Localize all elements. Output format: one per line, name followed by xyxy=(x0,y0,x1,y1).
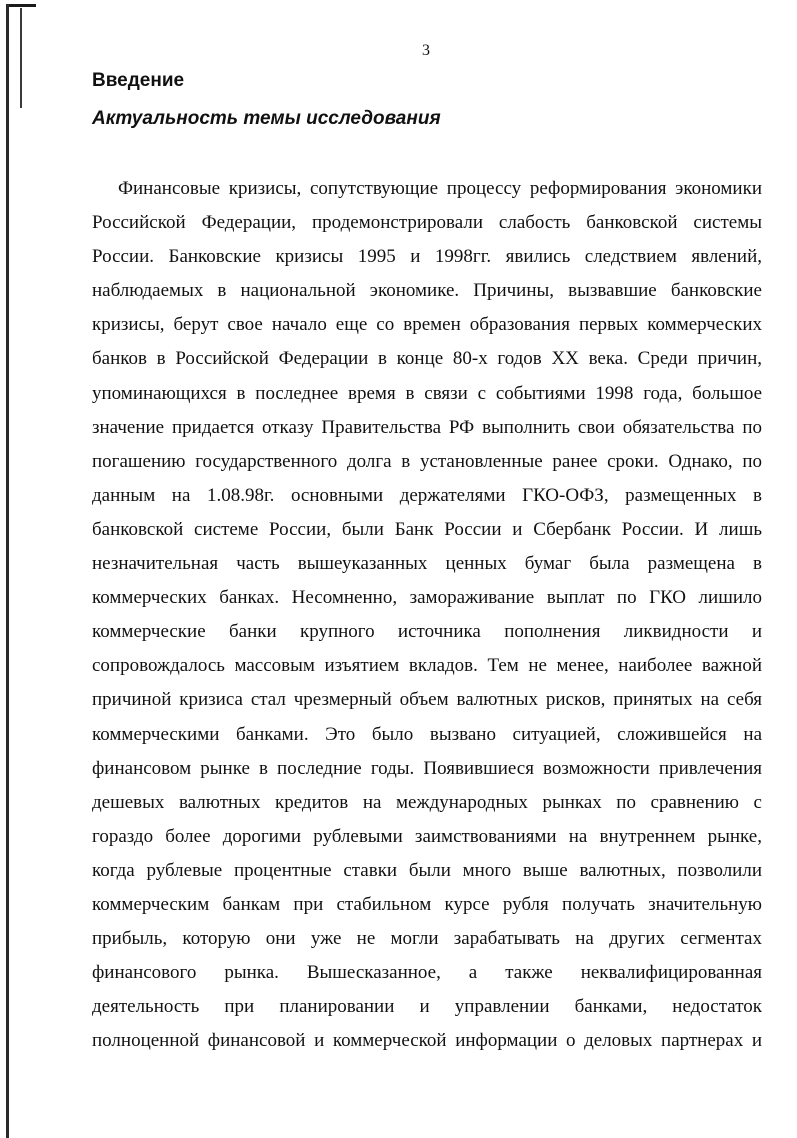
paragraph-line: коммерческим банкам при стабильном курсе рубля получать значительную xyxy=(92,893,762,915)
paragraph-line: банков в Российской Федерации в конце 80-х годов XX века. Среди причин, xyxy=(92,348,762,370)
paragraph-line: незначительная часть вышеуказанных ценных бумаг была размещена в xyxy=(92,553,762,575)
paragraph-line: кризисы, берут свое начало еще со времен образования первых коммерческих xyxy=(92,314,762,336)
paragraph-line: коммерческие банки крупного источника пополнения ликвидности и xyxy=(92,621,762,643)
paragraph-line: дешевых валютных кредитов на международных рынках по сравнению с xyxy=(92,791,762,813)
paragraph-line: коммерческих банках. Несомненно, замораживание выплат по ГКО лишило xyxy=(92,587,762,609)
paragraph-line: упоминающихся в последнее время в связи с событиями 1998 года, большое xyxy=(92,382,762,404)
scan-edge-top xyxy=(6,4,36,7)
scan-edge-left xyxy=(6,4,9,1138)
paragraph-line: гораздо более дорогими рублевыми заимствованиями на внутреннем рынке, xyxy=(92,825,762,847)
paragraph-line: банковской системе России, были Банк России и Сбербанк России. И лишь xyxy=(92,518,762,540)
paragraph-line: данным на 1.08.98г. основными держателями ГКО-ОФЗ, размещенных в xyxy=(92,484,762,506)
paragraph-line: погашению государственного долга в установленные ранее сроки. Однако, по xyxy=(92,450,762,472)
paragraph-line: прибыль, которую они уже не могли зарабатывать на других сегментах xyxy=(92,928,762,950)
paragraph-line: причиной кризиса стал чрезмерный объем валютных рисков, принятых на себя xyxy=(92,689,762,711)
paragraph-line: Финансовые кризисы, сопутствующие процессу реформирования экономики xyxy=(118,178,762,199)
paragraph-line: коммерческими банками. Это было вызвано ситуацией, сложившейся на xyxy=(92,723,762,745)
paragraph-line: полноценной финансовой и коммерческой информации о деловых партнерах и xyxy=(92,1030,762,1052)
paragraph-line: когда рублевые процентные ставки были много выше валютных, позволили xyxy=(92,859,762,881)
section-heading: Введение xyxy=(92,70,185,91)
paragraph-line: значение придается отказу Правительства РФ выполнить свои обязательства по xyxy=(92,416,762,438)
page-number: 3 xyxy=(422,42,430,59)
paragraph-line: России. Банковские кризисы 1995 и 1998гг. явились следствием явлений, xyxy=(92,246,762,268)
paragraph-line: наблюдаемых в национальной экономике. Причины, вызвавшие банковские xyxy=(92,280,762,302)
body-paragraph xyxy=(92,172,762,1058)
paragraph-line: сопровождалось массовым изъятием вкладов. Тем не менее, наиболее важной xyxy=(92,655,762,677)
paragraph-line: Российской Федерации, продемонстрировали слабость банковской системы xyxy=(92,212,762,234)
paragraph-line: деятельность при планировании и управлении банками, недостаток xyxy=(92,996,762,1018)
paragraph-line: финансового рынка. Вышесказанное, а также неквалифицированная xyxy=(92,962,762,984)
paragraph-line: финансовом рынке в последние годы. Появившиеся возможности привлечения xyxy=(92,757,762,779)
section-subheading: Актуальность темы исследования xyxy=(92,108,441,129)
